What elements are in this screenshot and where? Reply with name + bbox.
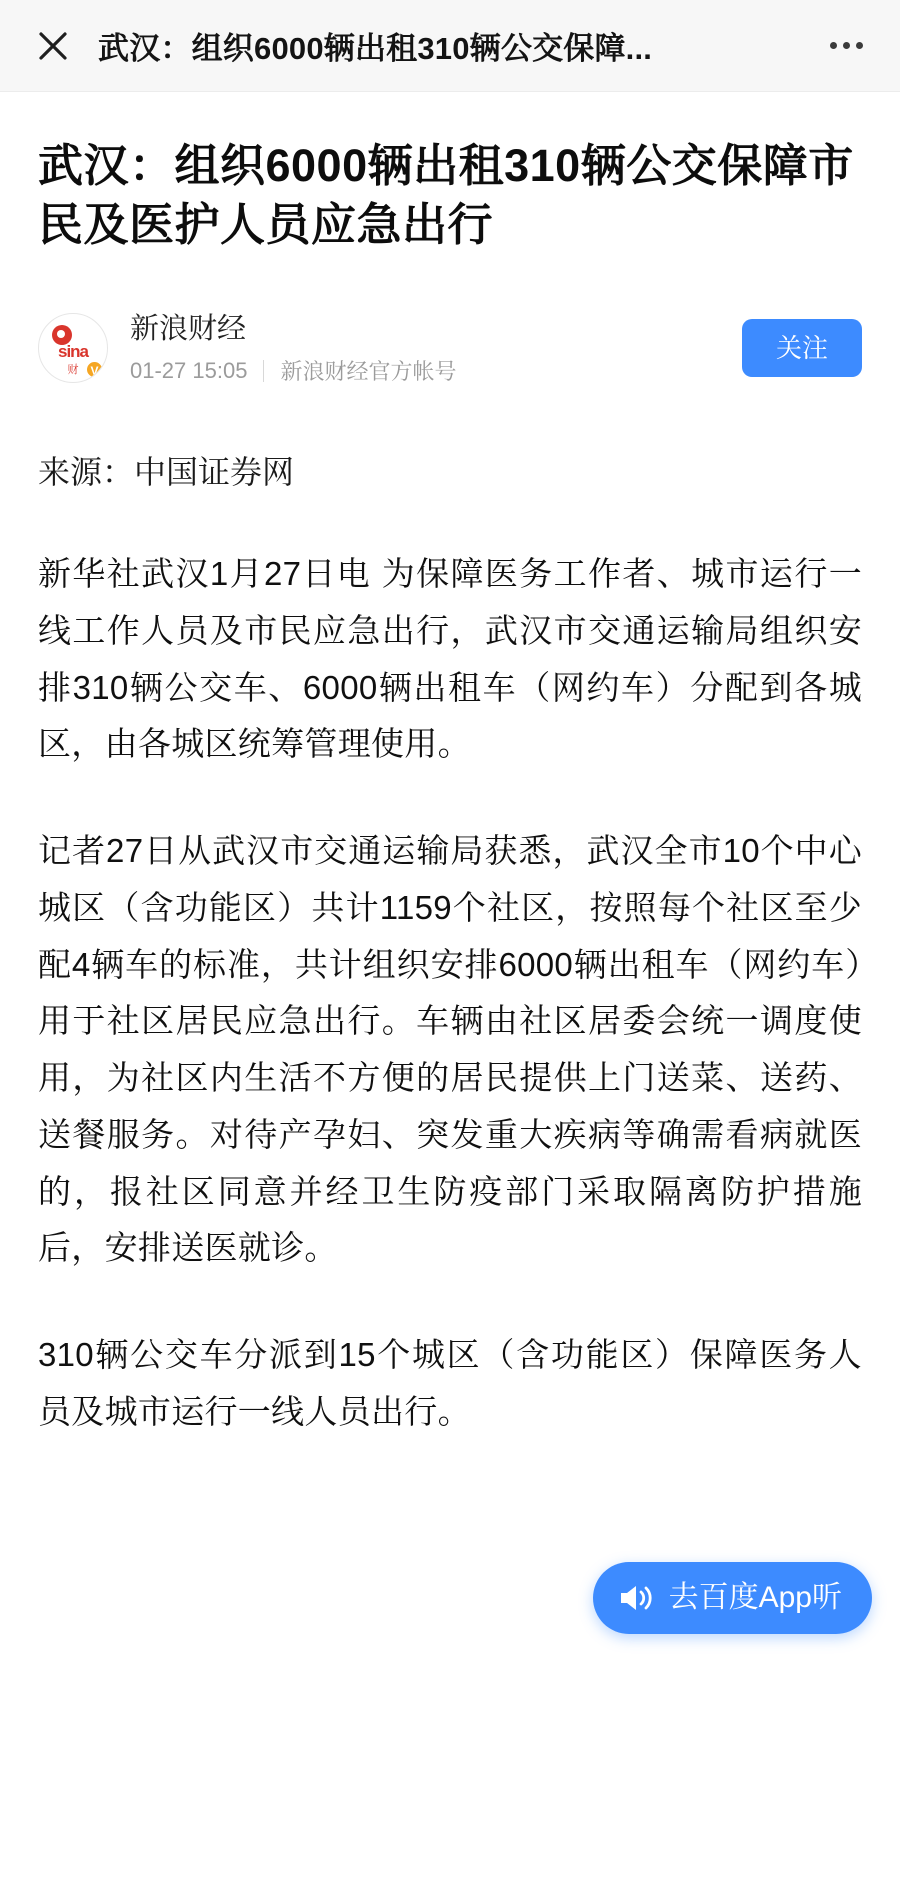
- listen-button-label: 去百度App听: [668, 1581, 842, 1614]
- topbar-title: 武汉：组织6000辆出租310辆公交保障...: [98, 31, 653, 66]
- avatar[interactable]: [38, 313, 108, 383]
- avatar-sub-text: 财: [67, 364, 79, 377]
- article-paragraph: 新华社武汉1月27日电 为保障医务工作者、城市运行一线工作人员及市民应急出行，武汉市交通运输局组织安排310辆公交车、6000辆出租车（网约车）分配到各城区，由各城区统筹管理使用。: [38, 555, 862, 763]
- avatar-main-text: sina: [57, 342, 89, 362]
- listen-in-app-button[interactable]: [593, 1562, 872, 1634]
- more-options-icon[interactable]: [822, 23, 870, 69]
- speaker-icon: [617, 1579, 655, 1617]
- byline: [38, 311, 862, 386]
- article-paragraph: 记者27日从武汉市交通运输局获悉，武汉全市10个中心城区（含功能区）共计1159个社区，按照每个社区至少配4辆车的标准，共计组织安排6000辆出租车（网约车）用于社区居民应急出行。车辆由社区居委会统一调度使用，为社区内生活不方便的居民提供上门送菜、送药、送餐服务。对待产孕妇、突发重大疾病等确需看病就医的，报社区同意并经卫生防疫部门采取隔离防护措施后，安排送医就诊。: [38, 832, 862, 1267]
- more-dot: [843, 42, 850, 49]
- timestamp: 01-27 15:05: [130, 357, 248, 383]
- close-icon[interactable]: [30, 23, 76, 69]
- author-name[interactable]: 新浪财经: [130, 312, 247, 345]
- article-paragraph: 310辆公交车分派到15个城区（含功能区）保障医务人员及城市运行一线人员出行。: [38, 1336, 862, 1430]
- verified-badge-icon: V: [85, 360, 104, 379]
- more-dot: [830, 42, 837, 49]
- byline-meta: [130, 355, 742, 386]
- meta-divider: [263, 360, 264, 382]
- page-title: 武汉：组织6000辆出租310辆公交保障市民及医护人员应急出行: [38, 140, 854, 251]
- byline-text: [130, 311, 742, 386]
- account-type: 新浪财经官方帐号: [280, 359, 457, 385]
- source-line: 来源：中国证券网: [38, 454, 295, 491]
- top-navigation-bar: [0, 0, 900, 92]
- more-dot: [856, 42, 863, 49]
- follow-button[interactable]: 关注: [742, 319, 862, 377]
- article-container: [0, 92, 900, 1441]
